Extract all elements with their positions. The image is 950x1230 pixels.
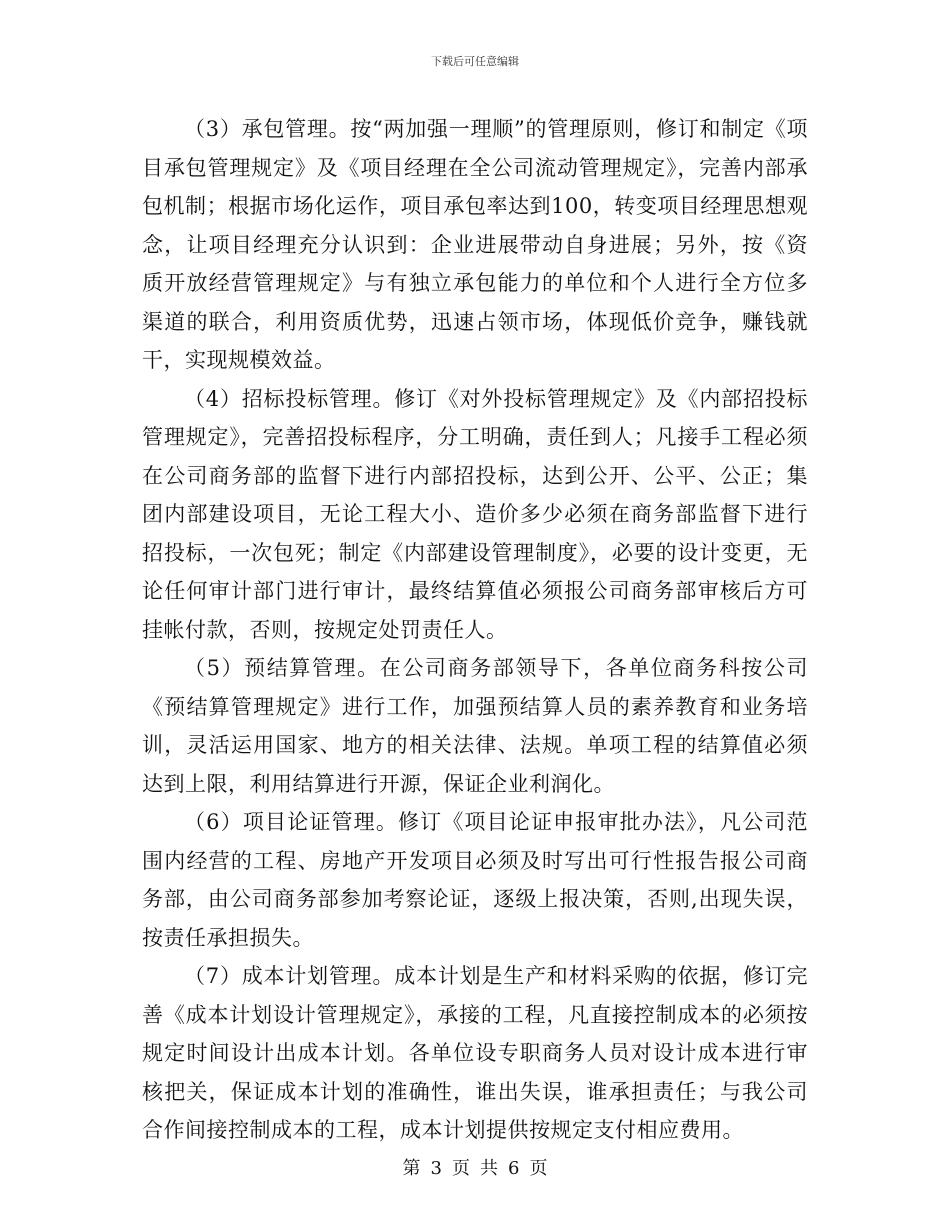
paragraph-cost-plan-management: （7）成本计划管理。成本计划是生产和材料采购的依据，修订完善《成本计划设计管理规定》，承接的工程，凡直接控制成本的必须按规定时间设计出成本计划。各单位设专职商务人员对设计成本进行审核把关，保证成本计划的准确性，谁出失误，谁承担责任；与我公司合作间接控制成本的工程，成本计划提供按规定支付相应费用。 (142, 964, 808, 1142)
page-number-footer (0, 1154, 950, 1180)
paragraph-bidding-management: （4）招标投标管理。修订《对外投标管理规定》及《内部招投标管理规定》，完善招投标程序，分工明确，责任到人；凡接手工程必须在公司商务部的监督下进行内部招投标，达到公开、公平、公正；集团内部建设项目，无论工程大小、造价多少必须在商务部监督下进行招投标，一次包死；制定《内部建设管理制度》，必要的设计变更，无论任何审计部门进行审计，最终结算值必须报公司商务部审核后方可挂帐付款，否则，按规定处罚责任人。 (142, 386, 808, 642)
footer-current-page: 3 (430, 1158, 442, 1179)
paragraph-budget-settlement-management: （5）预结算管理。在公司商务部领导下，各单位商务科按公司《预结算管理规定》进行工作，加强预结算人员的素养教育和业务培训，灵活运用国家、地方的相关法律、法规。单项工程的结算值必须达到上限，利用结算进行开源，保证企业利润化。 (142, 656, 808, 796)
header-note: 下载后可任意编辑 (431, 55, 519, 68)
paragraph-project-evaluation-management: （6）项目论证管理。修订《项目论证申报审批办法》，凡公司范围内经营的工程、房地产开发项目必须及时写出可行性报告报公司商务部，由公司商务部参加考察论证，逐级上报决策，否则,出现失误，按责任承担损失。 (142, 810, 808, 950)
footer-prefix: 第 (402, 1158, 421, 1179)
footer-total-pages: 6 (508, 1158, 520, 1179)
document-body (142, 110, 808, 1150)
paragraph-contract-management: （3）承包管理。按“两加强一理顺”的管理原则，修订和制定《项目承包管理规定》及《项目经理在全公司流动管理规定》，完善内部承包机制；根据市场化运作，项目承包率达到100，转变项目经理思想观念，让项目经理充分认识到：企业进展带动自身进展；另外，按《资质开放经营管理规定》与有独立承包能力的单位和个人进行全方位多渠道的联合，利用资质优势，迅速占领市场，体现低价竞争，赚钱就干，实现规模效益。 (142, 117, 808, 372)
footer-suffix: 页 (529, 1158, 548, 1179)
footer-total-word: 共 (480, 1158, 498, 1179)
footer-page-word: 页 (452, 1158, 470, 1179)
